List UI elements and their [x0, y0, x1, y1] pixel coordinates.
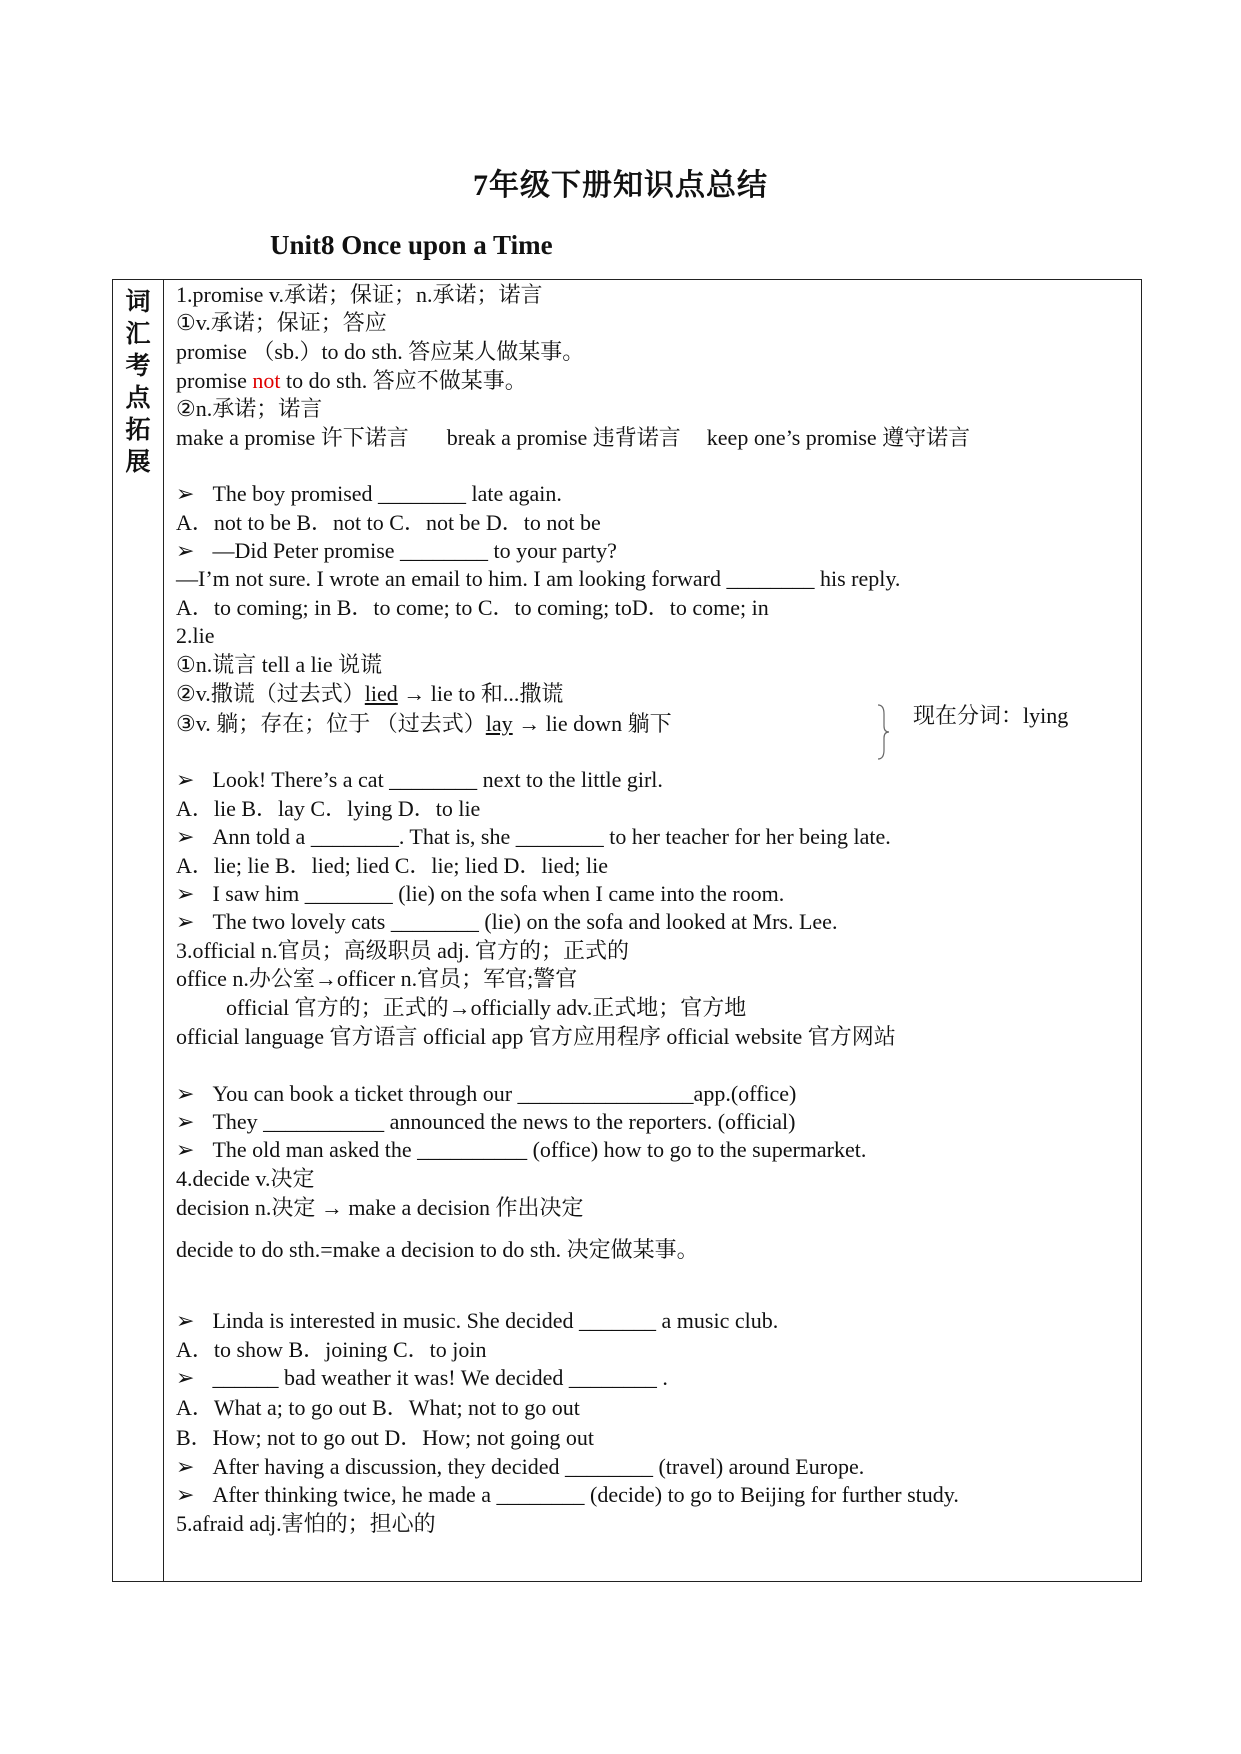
bullet-icon: ➢ [176, 767, 195, 792]
note-line: promise not to do sth. 答应不做某事。 [176, 368, 527, 393]
bullet-icon: ➢ [176, 881, 195, 906]
vocab-heading: 1.promise v.承诺；保证；n.承诺；诺言 [176, 282, 543, 307]
notes-content [176, 280, 1136, 1581]
note-line: ③v. 躺；存在；位于 （过去式）lay → lie down 躺下 [176, 711, 672, 736]
exercise-item: ➢ —Did Peter promise ________ to your party? [176, 538, 617, 563]
phrase-line: make a promise 许下诺言 break a promise 违背诺言 keep one’s promise 遵守诺言 [176, 425, 971, 450]
vocab-heading: 2.lie [176, 623, 215, 648]
answer-options: A．not to be B．not to C．not be D．to not be [176, 510, 601, 535]
bullet-icon: ➢ [176, 909, 195, 934]
answer-options: A．What a; to go out B．What; not to go out [176, 1395, 580, 1420]
exercise-item: ➢ They ___________ announced the news to the reporters. (official) [176, 1109, 796, 1134]
note-line: official 官方的；正式的→officially adv.正式地；官方地 [226, 995, 747, 1020]
bullet-icon: ➢ [176, 538, 195, 563]
category-char: 点 [125, 383, 151, 412]
exercise-item: ➢ ______ bad weather it was! We decided ________ . [176, 1365, 668, 1390]
exercise-item: ➢ After having a discussion, they decided ________ (travel) around Europe. [176, 1454, 865, 1479]
note-line: ②v.撒谎（过去式）lied → lie to 和...撒谎 [176, 681, 564, 706]
bullet-icon: ➢ [176, 1308, 195, 1333]
exercise-item: ➢ You can book a ticket through our ________________app.(office) [176, 1081, 797, 1106]
answer-options: A．to show B．joining C．to join [176, 1337, 487, 1362]
exercise-item: ➢ I saw him ________ (lie) on the sofa when I came into the room. [176, 881, 785, 906]
category-char: 汇 [125, 319, 151, 348]
phrase-line: official language 官方语言 official app 官方应用程序 official website 官方网站 [176, 1024, 896, 1049]
note-line: —I’m not sure. I wrote an email to him. I am looking forward ________ his reply. [176, 566, 901, 591]
note-line: promise （sb.）to do sth. 答应某人做某事。 [176, 339, 585, 364]
answer-options: A．lie B．lay C．lying D．to lie [176, 796, 481, 821]
exercise-item: ➢ The two lovely cats ________ (lie) on the sofa and looked at Mrs. Lee. [176, 909, 838, 934]
exercise-item: ➢ Look! There’s a cat ________ next to the little girl. [176, 767, 663, 792]
bullet-icon: ➢ [176, 481, 195, 506]
category-column [113, 280, 164, 1581]
bullet-icon: ➢ [176, 1482, 195, 1507]
pattern-line: decide to do sth.=make a decision to do sth. 决定做某事。 [176, 1237, 699, 1262]
vocab-heading: 3.official n.官员；高级职员 adj. 官方的；正式的 [176, 938, 629, 963]
highlight-word: not [252, 368, 281, 393]
category-char: 展 [125, 447, 151, 476]
category-char: 考 [125, 351, 151, 380]
exercise-item: ➢ The old man asked the __________ (office) how to go to the supermarket. [176, 1137, 867, 1162]
answer-options: A．lie; lie B．lied; lied C．lie; lied D．lied; lie [176, 853, 608, 878]
category-char: 拓 [125, 415, 151, 444]
answer-options: A．to coming; in B．to come; to C．to coming; toD．to come; in [176, 595, 769, 620]
page-title: 7年级下册知识点总结 [473, 169, 768, 202]
bullet-icon: ➢ [176, 1109, 195, 1134]
bullet-icon: ➢ [176, 1365, 195, 1390]
answer-options: B．How; not to go out D．How; not going out [176, 1425, 595, 1450]
bullet-icon: ➢ [176, 1081, 195, 1106]
note-line: ②n.承诺；诺言 [176, 396, 323, 421]
wordform-line: decision n.决定 → make a decision 作出决定 [176, 1195, 584, 1220]
exercise-item: ➢ Ann told a ________. That is, she ________ to her teacher for her being late. [176, 824, 891, 849]
brace-icon [876, 704, 890, 760]
bullet-icon: ➢ [176, 824, 195, 849]
bullet-icon: ➢ [176, 1137, 195, 1162]
exercise-item: ➢ Linda is interested in music. She decided _______ a music club. [176, 1308, 779, 1333]
notes-table [112, 279, 1142, 1582]
note-line: ①n.谎言 tell a lie 说谎 [176, 652, 383, 677]
present-participle-note: 现在分词：lying [913, 703, 1069, 728]
vocab-heading: 4.decide v.决定 [176, 1166, 315, 1191]
wordform-line: office n.办公室→officer n.官员；军官;警官 [176, 966, 578, 991]
unit-title: Unit8 Once upon a Time [270, 230, 553, 260]
exercise-item: ➢ After thinking twice, he made a ________ (decide) to go to Beijing for further study. [176, 1482, 959, 1507]
note-line: ①v.承诺；保证；答应 [176, 310, 387, 335]
category-char: 词 [125, 287, 151, 316]
vocab-heading: 5.afraid adj.害怕的；担心的 [176, 1511, 436, 1536]
bullet-icon: ➢ [176, 1454, 195, 1479]
exercise-item: ➢ The boy promised ________ late again. [176, 481, 562, 506]
